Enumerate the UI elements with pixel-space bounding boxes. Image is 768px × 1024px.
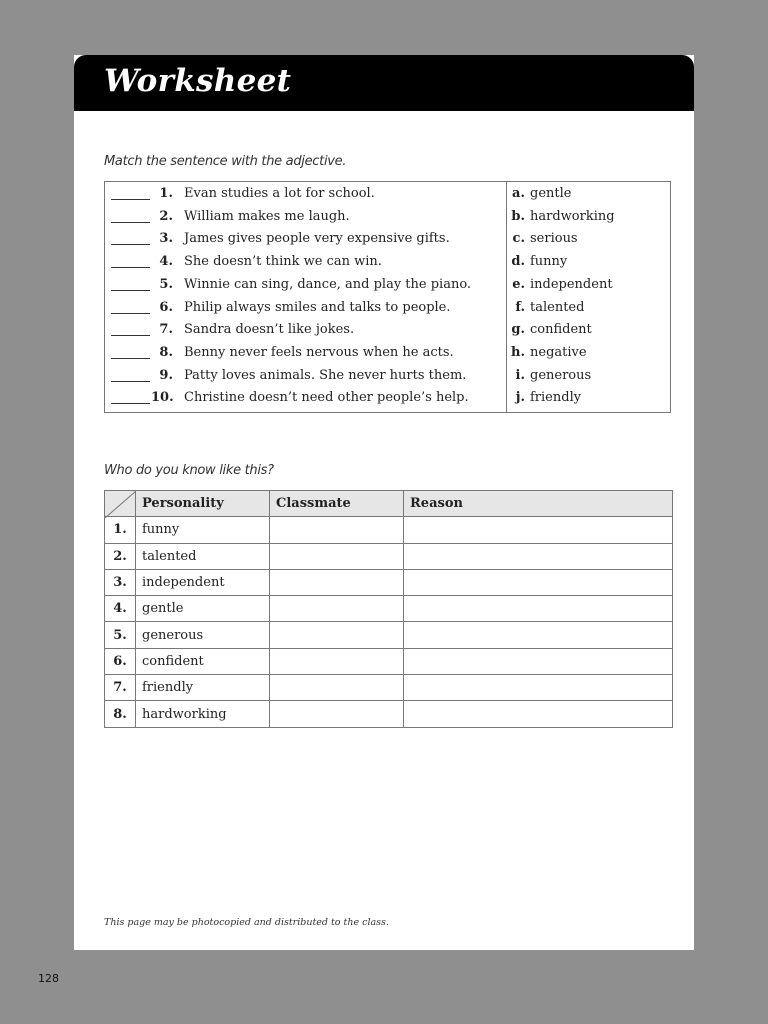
classmate-cell[interactable] <box>270 622 404 648</box>
table-row <box>105 701 673 727</box>
sentence-number: 6. <box>159 299 173 315</box>
classmate-cell[interactable] <box>270 701 404 727</box>
reason-cell[interactable] <box>404 701 673 727</box>
answer-blank[interactable] <box>111 319 150 336</box>
reason-cell[interactable] <box>404 622 673 648</box>
adjective-letter: j. <box>515 390 525 406</box>
personality-table <box>104 490 673 728</box>
personality-cell: hardworking <box>136 701 270 727</box>
worksheet-header <box>74 55 694 111</box>
table-row <box>105 543 673 569</box>
personality-cell: talented <box>136 543 270 569</box>
match-row <box>105 342 670 364</box>
sentence-number: 8. <box>159 344 173 360</box>
adjective-word: friendly <box>530 390 582 406</box>
adjective-word: hardworking <box>530 208 615 224</box>
sentence-number: 1. <box>159 186 173 201</box>
adjective-letter: a. <box>512 186 525 201</box>
sentence-text: Winnie can sing, dance, and play the piano. <box>184 276 472 292</box>
answer-blank[interactable] <box>111 297 150 314</box>
corner-cell <box>105 491 136 517</box>
row-number: 7. <box>105 675 136 701</box>
match-row <box>105 183 670 205</box>
sentence-text: William makes me laugh. <box>184 208 350 224</box>
adjective-word: independent <box>530 276 613 292</box>
header-classmate: Classmate <box>270 491 404 517</box>
row-number: 6. <box>105 648 136 674</box>
table-instruction: Who do you know like this? <box>104 463 274 478</box>
sentence-number: 7. <box>159 322 173 338</box>
table-row <box>105 596 673 622</box>
row-number: 5. <box>105 622 136 648</box>
table-row <box>105 517 673 543</box>
row-number: 2. <box>105 543 136 569</box>
reason-cell[interactable] <box>404 675 673 701</box>
sentence-text: Philip always smiles and talks to people. <box>184 299 451 315</box>
sentence-text: James gives people very expensive gifts. <box>184 231 450 247</box>
adjective-letter: e. <box>512 276 525 292</box>
adjective-word: generous <box>530 367 592 383</box>
header-personality: Personality <box>136 491 270 517</box>
adjective-letter: b. <box>511 208 525 224</box>
sentence-number: 4. <box>159 254 173 270</box>
answer-blank[interactable] <box>111 183 150 200</box>
reason-cell[interactable] <box>404 648 673 674</box>
classmate-cell[interactable] <box>270 596 404 622</box>
answer-blank[interactable] <box>111 365 150 382</box>
table-header-row <box>105 491 673 517</box>
reason-cell[interactable] <box>404 596 673 622</box>
table-row <box>105 675 673 701</box>
row-number: 8. <box>105 701 136 727</box>
adjective-word: gentle <box>530 186 572 201</box>
classmate-cell[interactable] <box>270 543 404 569</box>
adjective-letter: h. <box>511 344 525 360</box>
sentence-text: She doesn’t think we can win. <box>184 254 382 270</box>
adjective-letter: c. <box>512 231 525 247</box>
page-title: Worksheet <box>104 63 292 99</box>
match-row <box>105 319 670 341</box>
reason-cell[interactable] <box>404 517 673 543</box>
table-row <box>105 648 673 674</box>
personality-cell: funny <box>136 517 270 543</box>
header-reason: Reason <box>404 491 673 517</box>
personality-cell: confident <box>136 648 270 674</box>
classmate-cell[interactable] <box>270 569 404 595</box>
match-row <box>105 297 670 319</box>
match-row <box>105 387 670 409</box>
matching-exercise <box>104 181 671 413</box>
answer-blank[interactable] <box>111 387 150 404</box>
row-number: 1. <box>105 517 136 543</box>
personality-cell: gentle <box>136 596 270 622</box>
adjective-word: serious <box>530 231 578 247</box>
personality-cell: generous <box>136 622 270 648</box>
sentence-text: Benny never feels nervous when he acts. <box>184 344 454 360</box>
answer-blank[interactable] <box>111 251 150 268</box>
adjective-letter: g. <box>511 322 525 338</box>
answer-blank[interactable] <box>111 274 150 291</box>
personality-cell: independent <box>136 569 270 595</box>
adjective-letter: i. <box>515 367 525 383</box>
sentence-text: Evan studies a lot for school. <box>184 186 375 201</box>
classmate-cell[interactable] <box>270 648 404 674</box>
adjective-word: funny <box>530 254 568 270</box>
answer-blank[interactable] <box>111 342 150 359</box>
sentence-text: Christine doesn’t need other people’s help. <box>184 390 469 406</box>
sentence-number: 5. <box>159 276 173 292</box>
answer-blank[interactable] <box>111 228 150 245</box>
sentence-text: Patty loves animals. She never hurts them. <box>184 367 467 383</box>
match-row <box>105 365 670 387</box>
adjective-letter: f. <box>515 299 525 315</box>
row-number: 3. <box>105 569 136 595</box>
photocopy-note: This page may be photocopied and distributed to the class. <box>104 917 389 928</box>
sentence-number: 10. <box>151 390 174 406</box>
reason-cell[interactable] <box>404 569 673 595</box>
worksheet-page <box>74 55 694 950</box>
adjective-word: negative <box>530 344 587 360</box>
table-row <box>105 622 673 648</box>
answer-blank[interactable] <box>111 206 150 223</box>
match-row <box>105 251 670 273</box>
match-row <box>105 206 670 228</box>
sentence-text: Sandra doesn’t like jokes. <box>184 322 355 338</box>
adjective-word: confident <box>530 322 592 338</box>
page-number: 128 <box>38 972 59 985</box>
row-number: 4. <box>105 596 136 622</box>
sentence-number: 9. <box>159 367 173 383</box>
diagonal-line-icon <box>105 491 136 518</box>
match-row <box>105 274 670 296</box>
table-row <box>105 569 673 595</box>
personality-cell: friendly <box>136 675 270 701</box>
sentence-number: 3. <box>159 231 173 247</box>
classmate-cell[interactable] <box>270 517 404 543</box>
reason-cell[interactable] <box>404 543 673 569</box>
classmate-cell[interactable] <box>270 675 404 701</box>
match-instruction: Match the sentence with the adjective. <box>104 154 347 169</box>
adjective-letter: d. <box>511 254 525 270</box>
adjective-word: talented <box>530 299 585 315</box>
match-row <box>105 228 670 250</box>
sentence-number: 2. <box>159 208 173 224</box>
